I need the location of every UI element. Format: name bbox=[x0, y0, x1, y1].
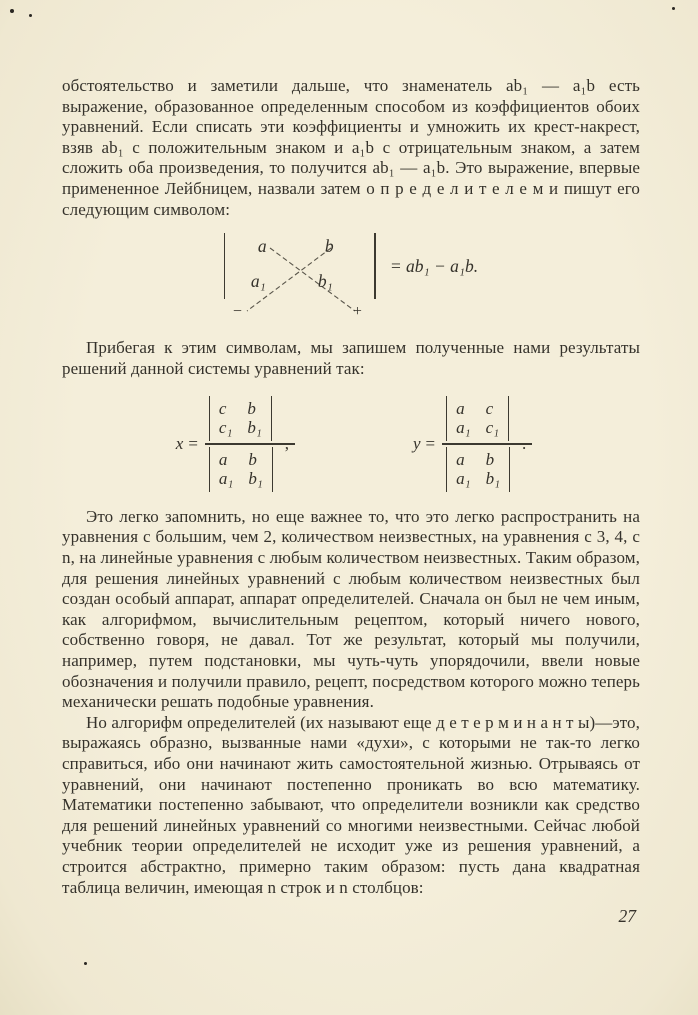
punctuation-period: . bbox=[521, 434, 527, 454]
x-numerator-determinant bbox=[209, 396, 272, 441]
det-entry: a bbox=[456, 399, 465, 419]
paragraph-generalization: Это легко запомнить, но еще важнее то, что это легко распространить на уравнения с большим, чем 2, количеством неизвестных, на уравнения с 3, 4, с n, на линейные уравнения с любым количеством неизвестных. Таким образом, для решения линейных уравнений с любым количеством неизвестных был создан особый аппарат, аппарат определителей. Сначала он был не чем иным, как алгорифмом, вычислительным рецептом, который ничего нового, собственно говоря, не давал. Тот же результат, который мы получили, например, путем подстановки, мы чуть-чуть упорядочили, ввели новые обозначения и получили правило, рецепт, посредством которого можно теперь механически решать подобные уравнения. bbox=[62, 506, 640, 712]
variable-x: x bbox=[175, 434, 184, 454]
det-entry: b₁ bbox=[485, 468, 500, 488]
scan-speck bbox=[672, 7, 675, 10]
paragraph-continuation: обстоятельство и заметили дальше, что знаменатель ab₁ — a₁b есть выражение, образованное определенным способом из коэффициентов обоих уравнений. Если списать эти коэффициенты и умножить их крест-накрест, взяв ab₁ с положительным знаком и a₁b с отрицательным знаком, а затем сложить оба произведения, то получится ab₁ — a₁b. Это выражение, впервые примененное Лейбницем, назвали затем о п р е д е л и т е л е м и пишут его следующим символом: bbox=[62, 76, 640, 219]
det-entry: b bbox=[247, 399, 256, 419]
y-fraction bbox=[442, 394, 514, 494]
det-entry: a₁ bbox=[456, 418, 471, 438]
page-number: 27 bbox=[618, 906, 636, 927]
det-entry: c₁ bbox=[218, 418, 233, 438]
cramer-rule-formulas bbox=[62, 394, 640, 494]
matrix-entry: a₁ bbox=[250, 271, 266, 292]
det-entry: b₁ bbox=[247, 418, 262, 438]
x-fraction bbox=[205, 394, 277, 494]
scan-speck bbox=[10, 9, 14, 13]
fraction-bar bbox=[442, 443, 532, 445]
y-denominator-determinant bbox=[446, 447, 510, 492]
matrix-entry: b₁ bbox=[317, 271, 333, 292]
plus-sign: + bbox=[352, 303, 362, 321]
det-entry: a bbox=[218, 449, 228, 469]
det-entry: c bbox=[485, 399, 494, 419]
punctuation-comma: , bbox=[284, 434, 289, 454]
determinant-2x2-with-cross bbox=[224, 233, 376, 329]
matrix-entry: b bbox=[324, 236, 334, 257]
paragraph-intro-symbols: Прибегая к этим символам, мы запишем полученные нами результаты решений данной системы уравнений так: bbox=[62, 338, 640, 378]
equals-sign: = bbox=[425, 434, 436, 454]
matrix-entry: a bbox=[257, 236, 267, 257]
x-equation bbox=[176, 394, 289, 494]
det-entry: b₁ bbox=[248, 468, 263, 488]
determinant-definition-figure bbox=[62, 233, 640, 329]
determinant-left-bar bbox=[224, 233, 226, 299]
det-entry: c₁ bbox=[485, 418, 500, 438]
minus-sign: − bbox=[232, 303, 242, 321]
determinant-right-bar bbox=[374, 233, 376, 299]
det-entry: b bbox=[248, 449, 257, 469]
det-entry: b bbox=[485, 449, 495, 469]
det-entry: a₁ bbox=[456, 468, 471, 488]
y-equation bbox=[413, 394, 526, 494]
scan-speck bbox=[29, 14, 32, 17]
y-numerator-determinant bbox=[446, 396, 509, 441]
fraction-bar bbox=[205, 443, 295, 445]
determinant-result-expression: = ab₁ − a₁b. bbox=[389, 256, 479, 277]
paragraph-determinants-spirits: Но алгорифм определителей (их называют еще д е т е р м и н а н т ы)—это, выражаясь образно, вызванные нами «духи», с которыми не так-то легко справиться, ибо они начинают жить самостоятельной жизнью. Отрываясь от уравнений, они начинают постепенно проникать во всю математику. Математики постепенно забывают, что определители возникли как средство для решений линейных уравнений со многими неизвестными. Сейчас любой учебник теории определителей не исходит уже из решения уравнений, а строится абстрактно, примерно таким образом: пусть дана квадратная таблица величин, имеющая n строк и n столбцов: bbox=[62, 712, 640, 897]
det-entry: c bbox=[218, 399, 227, 419]
scan-speck bbox=[84, 962, 87, 965]
det-entry: a bbox=[456, 449, 465, 469]
variable-y: y bbox=[413, 434, 421, 454]
x-denominator-determinant bbox=[209, 447, 273, 492]
equals-sign: = bbox=[188, 434, 198, 454]
text-column bbox=[62, 76, 640, 927]
det-entry: a₁ bbox=[218, 468, 234, 488]
